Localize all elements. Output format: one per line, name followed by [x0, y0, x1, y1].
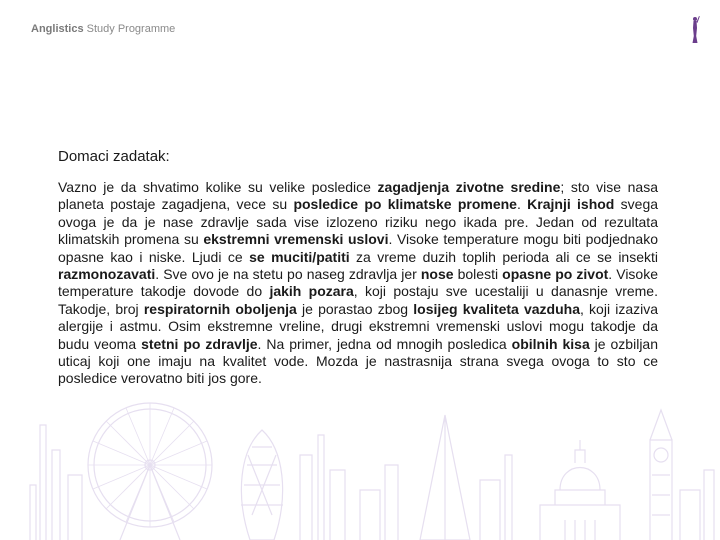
emphasis-phrase: jakih pozara [269, 283, 354, 300]
emphasis-phrase: opasne po zivot [502, 266, 609, 283]
text-segment: . Visoke temperature takodje dovode do [58, 266, 659, 300]
text-segment: . Visoke temperature mogu biti podjednako opasne kao i niske. Ljudi ce [58, 231, 659, 265]
emphasis-phrase: posledice po klimatske promene [293, 196, 517, 213]
header-subtitle: Study Programme [83, 23, 176, 35]
text-segment: ; sto vise nasa planeta postaje zagadjena, vece su [58, 179, 658, 213]
text-segment: , koji postaju sve ucestaliji u danasnje vreme. Takodje, broj [58, 283, 658, 317]
text-segment: , koji izaziva alergije i astmu. Osim ekstremne vreline, drugi ekstremni vremenski uslovi mogu takodje da budu veoma [58, 300, 659, 352]
emphasis-phrase: losijeg kvaliteta vazduha [413, 300, 580, 317]
homework-section [58, 148, 658, 388]
emphasis-phrase: Krajnji ishod [527, 196, 615, 213]
body-paragraph [58, 179, 658, 388]
text-segment: za vreme duzih toplih perioda ali ce se insekti [349, 248, 659, 265]
emphasis-phrase: ekstremni vremenski uslovi [203, 231, 389, 248]
text-segment: je ozbiljan uticaj koji one imaju na kvalitet vode. Mozda je nastrasnija strana svega ovoga to sto ce posledice verovatno biti jos gore. [58, 335, 659, 387]
emphasis-phrase: stetni po zdravlje [141, 335, 258, 352]
text-segment: Vazno je da shvatimo kolike su velike posledice [58, 179, 378, 195]
text-segment: . Na primer, jedna od mnogih posledica [257, 335, 512, 352]
statue-figure-icon [688, 14, 702, 44]
text-segment: je porastao zbog [296, 300, 414, 317]
text-segment: svega ovoga je da je nase zdravlje sada vise izlozeno riziku nego ikada pre. Jedan od rezultata klimatskih promena su [58, 196, 659, 248]
text-segment: . Sve ovo je na stetu po naseg zdravlja jer [155, 266, 421, 283]
emphasis-phrase: obilnih kisa [511, 335, 590, 352]
emphasis-phrase: zagadjenja zivotne sredine [377, 179, 561, 195]
header-title [31, 23, 175, 35]
header-brand: Anglistics [31, 23, 84, 35]
emphasis-phrase: nose [420, 266, 454, 283]
text-segment: bolesti [453, 266, 503, 283]
london-skyline-icon [0, 395, 720, 540]
emphasis-phrase: respiratornih oboljenja [143, 300, 297, 317]
text-segment: . [516, 196, 528, 213]
emphasis-phrase: se muciti/patiti [249, 248, 350, 265]
section-heading: Domaci zadatak: [58, 148, 170, 165]
emphasis-phrase: razmonozavati [58, 266, 156, 283]
